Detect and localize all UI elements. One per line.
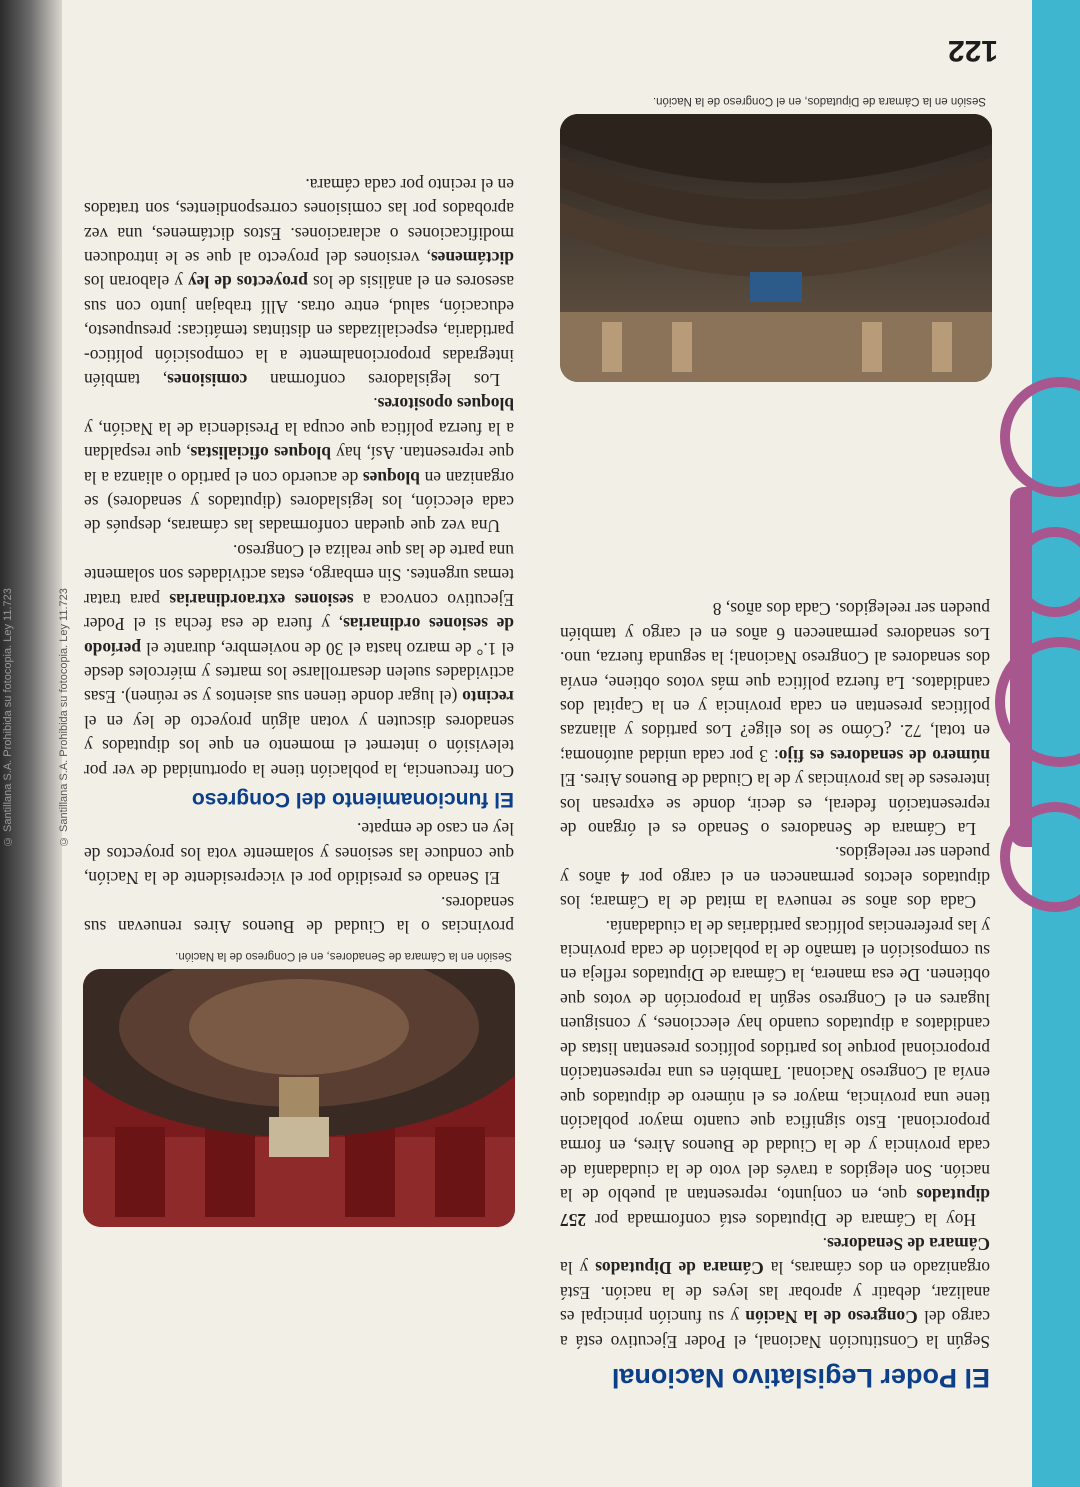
deputies-photo-caption: Sesión en la Cámara de Diputados, en el Congreso de la Nación. [652, 95, 986, 107]
left-column [560, 597, 990, 1393]
senate-photo-caption: Sesión en la Cámara de Senadores, en el Congreso de la Nación. [175, 950, 512, 962]
page-number: 122 [947, 34, 998, 67]
paragraph: Con frecuencia, la población tiene la oportunidad de ver por televisión o internet el momento en que los diputados y senadores discuten y votan algún proyecto de ley en el recinto (el lugar donde tienen sus asientos y se reúnen). Esas actividades suelen desarrollarse los martes y miércoles desde el 1.° de marzo hasta el 30 de noviembre, durante el período de sesiones ordinarias, y fuera de esa fecha si el Poder Ejecutivo convoca a sesiones extraordinarias para tratar temas urgentes. Sin embargo, estas actividades son solamente una parte de las que realiza el Congreso. [84, 540, 514, 781]
paragraph: El Senado es presidido por el vicepresidente de la Nación, que conduce las sesiones y solamente vota los proyectos de ley en caso de empate. [84, 819, 514, 889]
section-subtitle: El funcionamiento del Congreso [191, 787, 514, 811]
copyright-note: © Santillana S.A. Prohibida su fotocopia. Ley 11.723 [2, 588, 14, 847]
paragraph: Los legisladores conforman comisiones, también integradas proporcionalmente a la composición político-partidaria, especializadas en distintas temáticas: presupuesto, educación, salud, entre otras. Allí trabajan junto con sus asesores en el análisis de los proyectos de ley y elaboran los dictámenes, versiones del proyecto al que se le introducen modificaciones o aclaraciones. Estos dictámenes, una vez aprobados por las comisiones correspondientes, son tratados en el recinto por cada cámara. [83, 174, 514, 391]
paragraph: La Cámara de Senadores o Senado es el órgano de representación federal, es decir, donde se expresan los intereses de las provincias y de la Ciudad de Buenos Aires. El número de senadores es fijo: 3 por cada unidad autónoma; en total, 72. ¿Cómo se los elige? Los partidos y alianzas políticas presentan en cada provincia y en la Capital dos candidatos. La fuerza política que más votos obtiene, envía dos senadores al Congreso Nacional; la segunda fuerza, uno. Los senadores permanecen 6 años en el cargo y también pueden ser reelegidos. Cada dos años, 8 [560, 599, 990, 840]
deputies-chamber-icon [560, 114, 992, 382]
right-column [84, 172, 514, 939]
paragraph: Una vez que quedan conformadas las cámaras, después de cada elección, los legisladores (diputados y senadores) se organizan en bloques de acuerdo con el partido o alianza a la que representan. Así, hay bloques oficialistas, que respaldan a la fuerza política que ocupa la Presidencia de la Nación, y bloques opositores. [84, 394, 514, 537]
decorative-ring-icon [1000, 377, 1080, 497]
paragraph: provincias o la Ciudad de Buenos Aires renuevan sus senadores. [84, 892, 514, 937]
senate-session-photo [83, 969, 515, 1227]
deputies-session-photo [560, 114, 992, 382]
paragraph: Cada dos años se renueva la mitad de la Cámara; los diputados electos permanecen en el cargo por 4 años y pueden ser reelegidos. [560, 843, 990, 913]
senate-chamber-icon [83, 969, 515, 1227]
decorative-ring-icon [995, 637, 1080, 767]
paragraph: Hoy la Cámara de Diputados está conformada por 257 diputados que, en conjunto, representan al pueblo de la nación. Son elegidos a través del voto de la ciudadanía de cada provincia y de la Ciudad de Buenos Aires, en forma proporcional. Esto significa que cuanto mayor población tiene una provincia, mayor es el número de diputados que envía al Congreso Nacional. También es una representación proporcional porque los partidos políticos presentan listas de candidatos a diputados cuando hay elecciones, y consiguen lugares en el Congreso según la proporción de votos que obtienen. De esa manera, la Cámara de Diputados refleja en su composición el tamaño de la población de cada provincia y las preferencias políticas partidarias de la ciudadanía. [560, 916, 990, 1230]
page-title: El Poder Legislativo Nacional [611, 1363, 990, 1393]
copyright-note: © Santillana S.A. Prohibida su fotocopia. Ley 11.723 [58, 588, 70, 847]
paragraph: Según la Constitución Nacional, el Poder Ejecutivo está a cargo del Congreso de la Nación y su función principal es analizar, debatir y aprobar las leyes de la nación. Está organizado en dos cámaras, la Cámara de Diputados y la Cámara de Senadores. [560, 1233, 990, 1352]
